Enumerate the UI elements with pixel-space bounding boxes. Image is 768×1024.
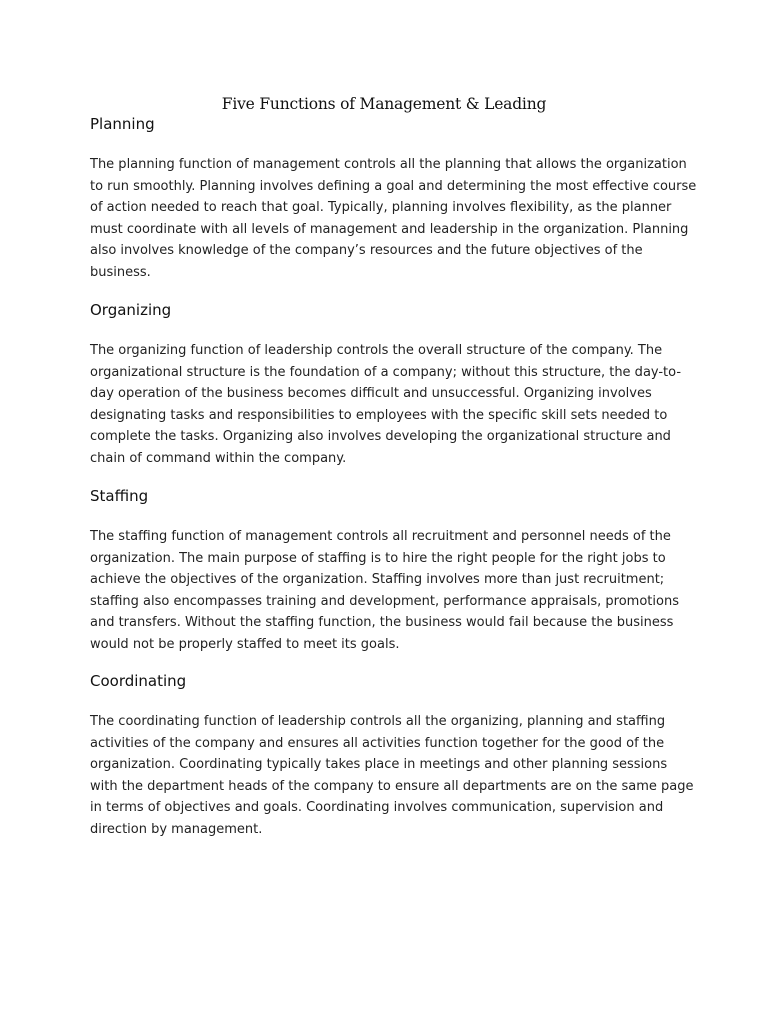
section-heading-staffing: Staffing [90, 487, 149, 505]
paragraph-line: chain of command within the company. [90, 450, 347, 466]
paragraph-line: activities of the company and ensures all activities function together for the good of the [90, 735, 665, 751]
paragraph-line: organizational structure is the foundation of a company; without this structure, the day-to- [90, 364, 682, 380]
section-body-coordinating [90, 711, 694, 841]
paragraph-line: The coordinating function of leadership controls all the organizing, planning and staffing [90, 714, 666, 729]
paragraph-line: organization. Coordinating typically takes place in meetings and other planning sessions [90, 757, 668, 773]
document-title: Five Functions of Management & Leading [221, 95, 547, 113]
section-body-organizing [90, 340, 685, 470]
paragraph-line: in terms of objectives and goals. Coordinating involves communication, supervision and [90, 800, 664, 816]
paragraph-line: The staffing function of management controls all recruitment and personnel needs of the [90, 529, 671, 544]
section-body-staffing [90, 526, 685, 656]
paragraph-line: achieve the objectives of the organization. Staffing involves more than just recruitment; [90, 572, 665, 588]
paragraph-line: designating tasks and responsibilities to employees with the specific skill sets needed to [90, 407, 668, 423]
paragraph-line: and transfers. Without the staffing function, the business would fail because the business [90, 615, 674, 631]
paragraph-line: with the department heads of the company to ensure all departments are on the same page [90, 778, 694, 794]
section-heading-planning: Planning [90, 115, 155, 133]
section-body-planning [90, 154, 697, 284]
paragraph-line: day operation of the business becomes difficult and unsuccessful. Organizing involves [90, 386, 652, 402]
paragraph-line: would not be properly staffed to meet its goals. [90, 636, 400, 652]
paragraph-line: direction by management. [90, 821, 263, 837]
section-heading-coordinating: Coordinating [90, 672, 187, 690]
paragraph-line: staffing also encompasses training and development, performance appraisals, promotions [90, 593, 679, 609]
paragraph-line: complete the tasks. Organizing also involves developing the organizational structure and [90, 429, 671, 445]
paragraph-line: The organizing function of leadership controls the overall structure of the company. The [90, 343, 663, 358]
paragraph-line: of action needed to reach that goal. Typically, planning involves flexibility, as the planner [90, 200, 672, 216]
paragraph-line: business. [90, 264, 151, 280]
paragraph-line: organization. The main purpose of staffing is to hire the right people for the right jobs to [90, 550, 666, 566]
paragraph-line: The planning function of management controls all the planning that allows the organization [90, 157, 687, 172]
section-heading-organizing: Organizing [90, 301, 172, 319]
paragraph-line: to run smoothly. Planning involves defining a goal and determining the most effective course [90, 178, 697, 194]
paragraph-line: also involves knowledge of the company’s resources and the future objectives of the [90, 243, 643, 259]
paragraph-line: must coordinate with all levels of management and leadership in the organization. Planning [90, 221, 689, 237]
